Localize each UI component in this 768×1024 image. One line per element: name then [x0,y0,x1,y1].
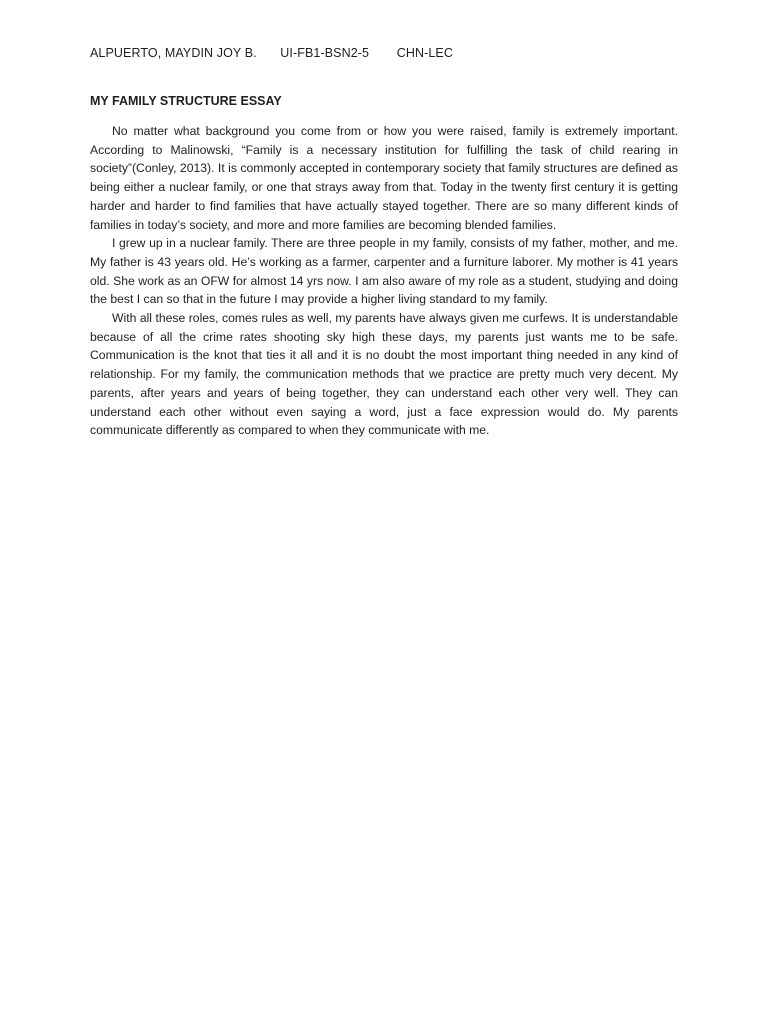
document-header [90,46,453,60]
class-section: UI-FB1-BSN2-5 [280,46,370,60]
essay-paragraph: I grew up in a nuclear family. There are three people in my family, consists of my father, mother, and me. My father is 43 years old. He’s working as a farmer, carpenter and a furniture laborer. My mother is 41 years old. She work as an OFW for almost 14 yrs now. I am also aware of my role as a student, studying and doing the best I can so that in the future I may provide a higher living standard to my family. [90,236,678,307]
essay-paragraph: No matter what background you come from or how you were raised, family is extremely important. According to Malinowski, “Family is a necessary institution for fulfilling the task of child rearing in society”(Conley, 2013). It is commonly accepted in contemporary society that family structures are defined as being either a nuclear family, or one that strays away from that. Today in the twenty first century it is getting harder and harder to find families that have actually stayed together. There are so many different kinds of families in today’s society, and more and more families are becoming blended families. [90,124,678,232]
essay-paragraph: With all these roles, comes rules as well, my parents have always given me curfews. It is understandable because of all the crime rates shooting sky high these days, my parents just wants me to be safe. Communication is the knot that ties it all and it is no doubt the most important thing needed in any kind of relationship. For my family, the communication methods that we practice are pretty much very decent. My parents, after years and years of being together, they can understand each other very well. They can understand each other without even saying a word, just a face expression would do. My parents communicate differently as compared to when they communicate with me. [90,311,678,438]
essay-title: MY FAMILY STRUCTURE ESSAY [90,94,282,108]
course-code: CHN-LEC [396,46,453,60]
essay-body [90,122,678,440]
student-name: ALPUERTO, MAYDIN JOY B. [90,46,257,60]
